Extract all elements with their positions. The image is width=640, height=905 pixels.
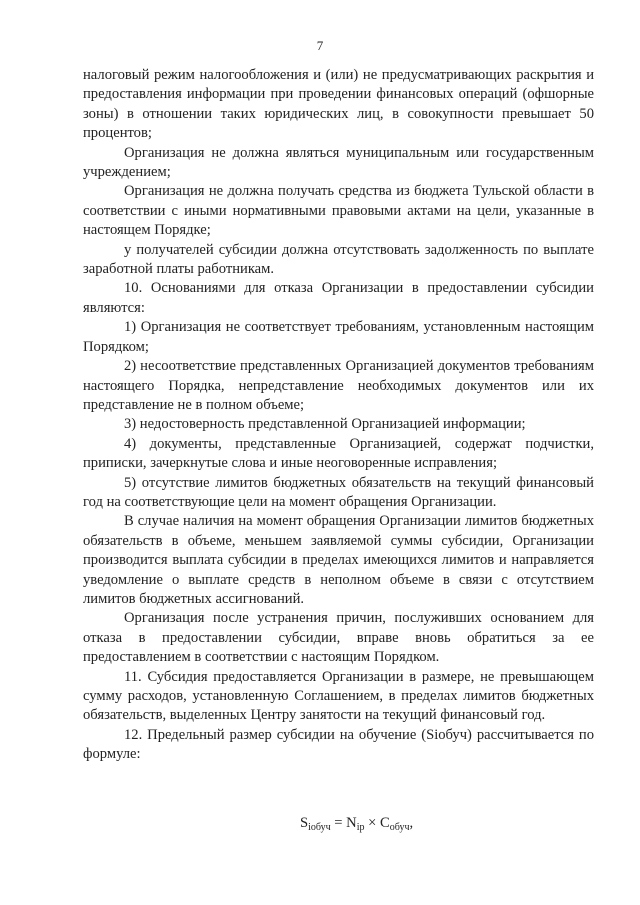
formula-n-subscript: ip: [356, 822, 365, 833]
formula-c: C: [380, 815, 390, 831]
formula-s: S: [300, 815, 309, 831]
paragraph: Организация не должна являться муниципальным или государственным учреждением;: [83, 144, 594, 181]
formula-comma: ,: [409, 815, 414, 831]
paragraph: 4) документы, представленные Организацией, содержат подчистки, приписки, зачеркнутые слова и иные неоговоренные исправления;: [83, 435, 594, 472]
paragraph: Организация после устранения причин, послуживших основанием для отказа в предоставлении субсидии, вправе вновь обратиться за ее предоставлением в соответствии с настоящим Порядком.: [83, 610, 594, 666]
paragraph: 12. Предельный размер субсидии на обучение (Siобуч) рассчитывается по формуле:: [83, 726, 594, 763]
subsidy-formula: [300, 815, 413, 833]
paragraph: В случае наличия на момент обращения Организации лимитов бюджетных обязательств в объеме, меньшем заявляемой суммы субсидии, Организации производится выплата субсидии в пределах имеющихся лимитов и направляется уведомление о выплате средств в неполном объеме в связи с отсутствием лимитов бюджетных ассигнований.: [83, 513, 594, 607]
paragraph: 2) несоответствие представленных Организацией документов требованиям настоящего Порядка, непредставление необходимых документов или их представление не в полном объеме;: [83, 358, 594, 413]
paragraph: Организация не должна получать средства из бюджета Тульской области в соответствии с иными нормативными правовыми актами на цели, указанные в настоящем Порядке;: [83, 183, 594, 239]
paragraph: у получателей субсидии должна отсутствовать задолженность по выплате заработной платы работникам.: [83, 241, 594, 278]
paragraph: 1) Организация не соответствует требованиям, установленным настоящим Порядком;: [83, 319, 594, 355]
formula-c-subscript: обуч: [389, 822, 410, 833]
page-number: 7: [316, 38, 324, 53]
formula-s-subscript: iобуч: [308, 822, 331, 833]
formula-times: ×: [364, 815, 381, 831]
formula-n: N: [346, 815, 357, 831]
paragraph: 10. Основаниями для отказа Организации в предоставлении субсидии являются:: [83, 280, 594, 316]
document-body: [83, 66, 594, 765]
paragraph: 11. Субсидия предоставляется Организации в размере, не превышающем сумму расходов, установленную Соглашением, в пределах лимитов бюджетных обязательств, выделенных Центру занятости на текущий финансовый год.: [83, 668, 594, 724]
paragraph: 5) отсутствие лимитов бюджетных обязательств на текущий финансовый год на соответствующие цели на момент обращения Организации.: [83, 474, 594, 510]
paragraph: 3) недостоверность представленной Организацией информации;: [124, 416, 526, 433]
formula-equals: =: [330, 815, 347, 831]
paragraph: налоговый режим налогообложения и (или) не предусматривающих раскрытия и предоставления информации при проведении финансовых операций (офшорные зоны) в отношении таких юридических лиц, в совокупности превышает 50 процентов;: [83, 67, 594, 142]
